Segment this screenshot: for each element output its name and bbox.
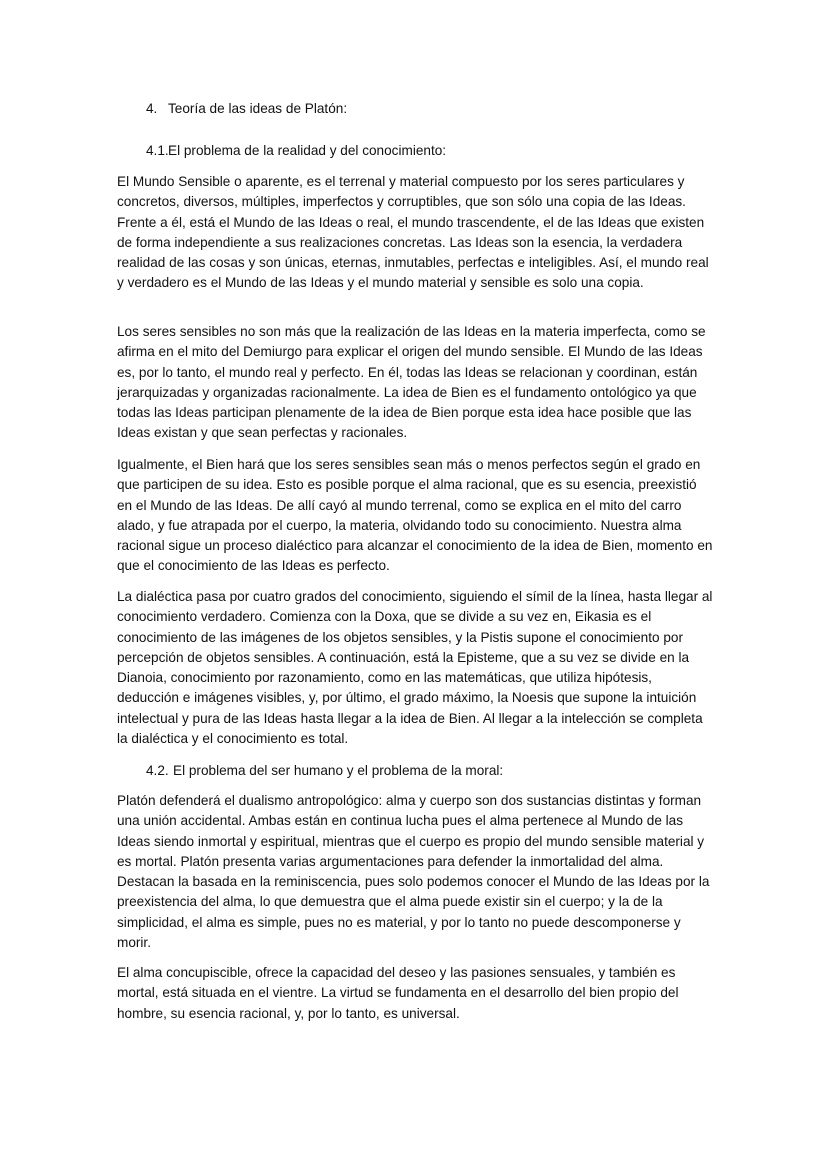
section-title: Teoría de las ideas de Platón: (168, 101, 348, 116)
paragraph-dualismo: Platón defenderá el dualismo antropológico: alma y cuerpo son dos sustancias distintas y forman una unión accidental. Ambas están en continua lucha pues el alma pertenece al Mundo de las Ideas siendo inmortal y espiritual, mientras que el cuerpo es propio del mundo sensible material y es mortal. Platón presenta varias argumentaciones para defender la inmortalidad del alma. Destacan la basada en la reminiscencia, pues solo podemos conocer el Mundo de las Ideas por la preexistencia del alma, lo que demuestra que el alma puede existir sin el cuerpo; y la de la simplicidad, el alma es simple, pues no es material, y por lo tanto no puede descomponerse y morir. (117, 793, 710, 951)
section-title: El problema del ser humano y el problema de la moral: (173, 763, 504, 778)
paragraph-bien: Igualmente, el Bien hará que los seres sensibles sean más o menos perfectos según el grado en que participen de su idea. Esto es posible porque el alma racional, que es su esencia, preexistió en el Mundo de las Ideas. De allí cayó al mundo terrenal, como se explica en el mito del carro alado, y fue atrapada por el cuerpo, la materia, olvidando todo su conocimiento. Nuestra alma racional sigue un proceso dialéctico para alcanzar el conocimiento de la idea de Bien, momento en que el conocimiento de las Ideas es perfecto. (117, 457, 713, 574)
paragraph-dialectica: La dialéctica pasa por cuatro grados del conocimiento, siguiendo el símil de la línea, hasta llegar al conocimiento verdadero. Comienza con la Doxa, que se divide a su vez en, Eikasia es el conocimiento de las imágenes de los objetos sensibles, y la Pistis supone el conocimiento por percepción de objetos sensibles. A continuación, está la Episteme, que a su vez se divide en la Dianoia, conocimiento por razonamiento, como en las matemáticas, que utiliza hipótesis, deducción e imágenes visibles, y, por último, el grado máximo, la Noesis que supone la intuición intelectual y pura de las Ideas hasta llegar a la idea de Bien. Al llegar a la intelección se completa la dialéctica y el conocimiento es total. (117, 589, 713, 747)
section-number: 4.2. (146, 763, 169, 778)
section-heading-4 (146, 99, 347, 119)
section-number: 4. (146, 101, 158, 116)
paragraph-alma-concupiscible: El alma concupiscible, ofrece la capacidad del deseo y las pasiones sensuales, y también es mortal, está situada en el vientre. La virtud se fundamenta en el desarrollo del bien propio del hombre, su esencia racional, y, por lo tanto, es universal. (117, 965, 679, 1021)
section-heading-4-1 (146, 141, 446, 161)
paragraph-mundo-sensible: El Mundo Sensible o aparente, es el terrenal y material compuesto por los seres particulares y concretos, diversos, múltiples, imperfectos y corruptibles, que son sólo una copia de las Ideas. Frente a él, está el Mundo de las Ideas o real, el mundo trascendente, el de las Ideas que existen de forma independiente a sus realizaciones concretas. Las Ideas son la esencia, la verdadera realidad de las cosas y son únicas, eternas, inmutables, perfectas e inteligibles. Así, el mundo real y verdadero es el Mundo de las Ideas y el mundo material y sensible es solo una copia. (117, 174, 709, 291)
paragraph-seres-sensibles: Los seres sensibles no son más que la realización de las Ideas en la materia imperfecta, como se afirma en el mito del Demiurgo para explicar el origen del mundo sensible. El Mundo de las Ideas es, por lo tanto, el mundo real y perfecto. En él, todas las Ideas se relacionan y coordinan, están jerarquizadas y organizadas racionalmente. La idea de Bien es el fundamento ontológico ya que todas las Ideas participan plenamente de la idea de Bien porque esta idea hace posible que las Ideas existan y que sean perfectas y racionales. (117, 324, 706, 441)
section-number: 4.1. (146, 143, 169, 158)
section-heading-4-2 (146, 761, 503, 781)
section-title: El problema de la realidad y del conocimiento: (168, 143, 447, 158)
